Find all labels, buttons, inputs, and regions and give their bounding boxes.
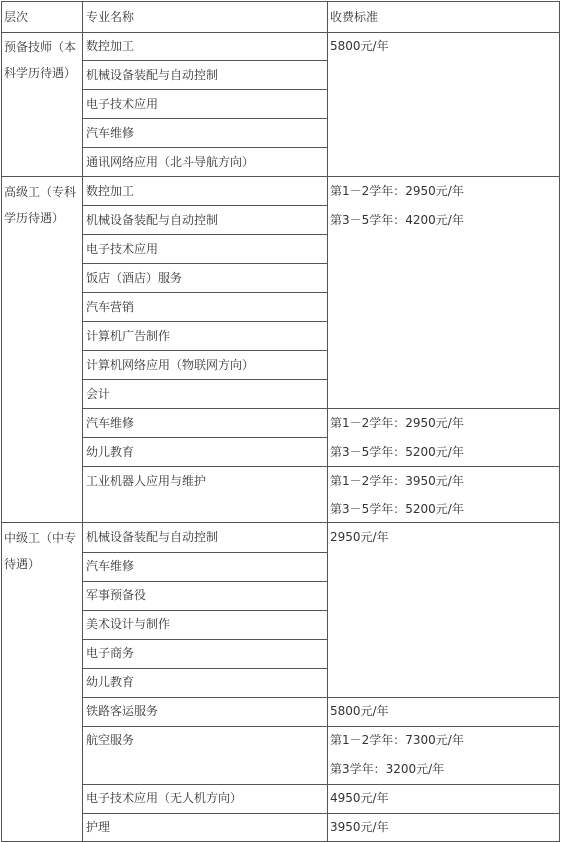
major-cell: 汽车维修 bbox=[86, 126, 135, 140]
fee-cell: 5800元/年 bbox=[330, 704, 389, 718]
row-divider bbox=[82, 581, 328, 582]
fee-cell: 第3－5学年：4200元/年 bbox=[330, 213, 464, 227]
major-cell: 电子技术应用 bbox=[86, 97, 159, 111]
row-divider bbox=[82, 60, 328, 61]
row-divider bbox=[82, 408, 560, 409]
fee-cell: 第1－2学年：7300元/年 bbox=[330, 733, 464, 747]
column-divider bbox=[82, 1, 83, 841]
fee-cell: 2950元/年 bbox=[330, 530, 389, 544]
row-divider bbox=[82, 466, 560, 467]
fee-cell: 3950元/年 bbox=[330, 820, 389, 834]
fee-cell: 第3－5学年：5200元/年 bbox=[330, 445, 464, 459]
major-cell: 军事预备役 bbox=[86, 588, 147, 602]
fee-cell: 第3学年：3200元/年 bbox=[330, 762, 445, 776]
major-cell: 工业机器人应用与维护 bbox=[86, 474, 207, 488]
row-divider bbox=[82, 321, 328, 322]
row-divider bbox=[82, 784, 560, 785]
major-cell: 计算机网络应用（物联网方向） bbox=[86, 358, 255, 372]
fee-cell: 第1－2学年：2950元/年 bbox=[330, 184, 464, 198]
major-cell: 铁路客运服务 bbox=[86, 704, 159, 718]
row-divider bbox=[82, 813, 560, 814]
level-cell: 中级工（中专待遇） bbox=[4, 531, 77, 571]
major-cell: 幼儿教育 bbox=[86, 675, 135, 689]
major-cell: 电子技术应用 bbox=[86, 242, 159, 256]
column-divider bbox=[327, 1, 328, 841]
fee-cell: 第1－2学年：3950元/年 bbox=[330, 474, 464, 488]
row-divider bbox=[82, 610, 328, 611]
header-major: 专业名称 bbox=[86, 10, 135, 24]
major-cell: 机械设备装配与自动控制 bbox=[86, 530, 219, 544]
major-cell: 通讯网络应用（北斗导航方向） bbox=[86, 155, 255, 169]
row-divider bbox=[82, 292, 328, 293]
fee-cell: 4950元/年 bbox=[330, 791, 389, 805]
row-divider bbox=[82, 552, 328, 553]
header-level: 层次 bbox=[4, 10, 29, 24]
major-cell: 会计 bbox=[86, 387, 111, 401]
table-border-right bbox=[559, 1, 560, 841]
level-cell: 预备技师（本科学历待遇） bbox=[4, 40, 77, 80]
major-cell: 机械设备装配与自动控制 bbox=[86, 213, 219, 227]
major-cell: 航空服务 bbox=[86, 733, 135, 747]
fee-cell: 第3－5学年：5200元/年 bbox=[330, 502, 464, 516]
row-divider bbox=[82, 668, 328, 669]
row-divider bbox=[82, 379, 328, 380]
row-divider bbox=[82, 639, 328, 640]
major-cell: 汽车维修 bbox=[86, 416, 135, 430]
major-cell: 机械设备装配与自动控制 bbox=[86, 68, 219, 82]
row-divider bbox=[1, 522, 560, 523]
row-divider bbox=[82, 147, 328, 148]
major-cell: 电子商务 bbox=[86, 646, 135, 660]
row-divider bbox=[82, 205, 328, 206]
table-border-top bbox=[1, 1, 560, 2]
major-cell: 汽车维修 bbox=[86, 559, 135, 573]
major-cell: 汽车营销 bbox=[86, 300, 135, 314]
major-cell: 计算机广告制作 bbox=[86, 329, 171, 343]
major-cell: 饭店（酒店）服务 bbox=[86, 271, 183, 285]
row-divider bbox=[82, 234, 328, 235]
row-divider bbox=[82, 726, 560, 727]
header-fee: 收费标准 bbox=[330, 10, 379, 24]
major-cell: 护理 bbox=[86, 820, 111, 834]
row-divider bbox=[82, 697, 560, 698]
row-divider bbox=[82, 89, 328, 90]
table-border-left bbox=[1, 1, 2, 841]
major-cell: 美术设计与制作 bbox=[86, 617, 171, 631]
major-cell: 电子技术应用（无人机方向） bbox=[86, 791, 243, 805]
row-divider bbox=[1, 176, 560, 177]
fee-cell: 5800元/年 bbox=[330, 39, 389, 53]
major-cell: 幼儿教育 bbox=[86, 445, 135, 459]
major-cell: 数控加工 bbox=[86, 184, 135, 198]
row-divider bbox=[82, 118, 328, 119]
row-divider bbox=[1, 32, 560, 33]
major-cell: 数控加工 bbox=[86, 39, 135, 53]
row-divider bbox=[82, 437, 328, 438]
row-divider bbox=[82, 263, 328, 264]
level-cell: 高级工（专科学历待遇） bbox=[4, 185, 77, 225]
row-divider bbox=[82, 350, 328, 351]
fee-cell: 第1－2学年：2950元/年 bbox=[330, 416, 464, 430]
